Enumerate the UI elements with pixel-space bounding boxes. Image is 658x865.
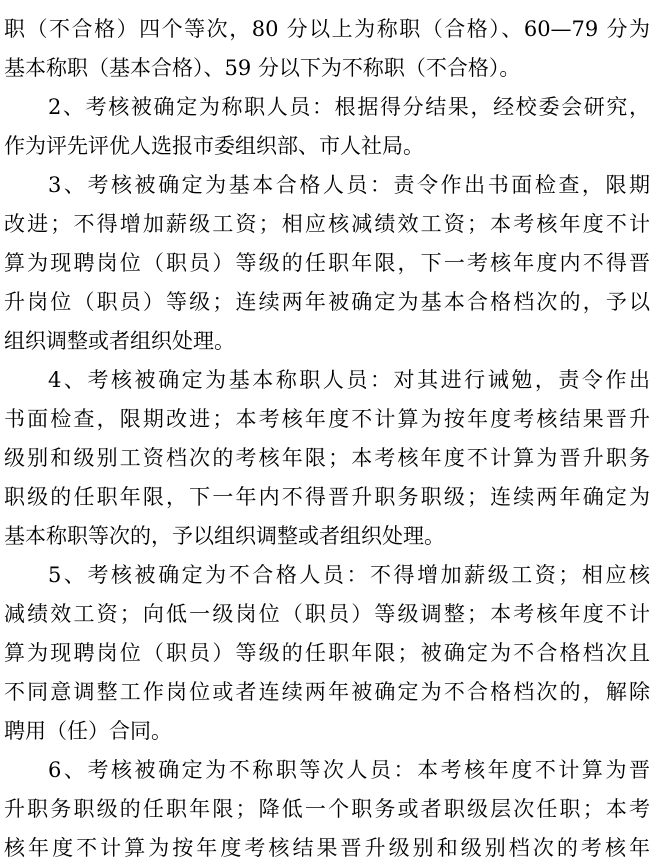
text-line-14: 基本称职等次的，予以组织调整或者组织处理。: [4, 524, 445, 548]
text-line-07: 算为现聘岗位（职员）等级的任职年限，下一考核年度内不得晋: [4, 251, 650, 275]
paragraph-6-start: 6、考核被确定为不称职等次人员：本考核年度不计算为晋: [48, 758, 650, 782]
text-line-04: 作为评先评优人选报市委组织部、市人社局。: [4, 134, 424, 158]
paragraph-3-start: 3、考核被确定为基本合格人员：责令作出书面检查，限期: [48, 173, 650, 197]
paragraph-2-start: 2、考核被确定为称职人员：根据得分结果，经校委会研究，: [48, 95, 650, 119]
text-line-13: 职级的任职年限，下一年内不得晋升职务职级；连续两年确定为: [4, 485, 650, 509]
text-line-16: 减绩效工资；向低一级岗位（职员）等级调整；本考核年度不计: [4, 602, 650, 626]
paragraph-4-start: 4、考核被确定为基本称职人员：对其进行诫勉，责令作出: [48, 368, 650, 392]
text-line-17: 算为现聘岗位（职员）等级的任职年限；被确定为不合格档次且: [4, 641, 650, 665]
text-line-18: 不同意调整工作岗位或者连续两年被确定为不合格档次的，解除: [4, 680, 650, 704]
text-line-06: 改进；不得增加薪级工资；相应核减绩效工资；本考核年度不计: [4, 212, 650, 236]
text-line-22: 核年度不计算为按年度考核结果晋升级别和级别档次的考核年: [4, 836, 650, 860]
text-line-01: 职（不合格）四个等次，80 分以上为称职（合格）、60—79 分为: [4, 17, 650, 41]
text-line-21: 升职务职级的任职年限；降低一个职务或者职级层次任职；本考: [4, 797, 650, 821]
paragraph-5-start: 5、考核被确定为不合格人员：不得增加薪级工资；相应核: [48, 563, 650, 587]
text-line-12: 级别和级别工资档次的考核年限；本考核年度不计算为晋升职务: [4, 446, 650, 470]
text-line-19: 聘用（任）合同。: [4, 719, 172, 743]
text-line-11: 书面检查，限期改进；本考核年度不计算为按年度考核结果晋升: [4, 407, 650, 431]
text-line-02: 基本称职（基本合格）、59 分以下为不称职（不合格）。: [4, 56, 521, 80]
text-line-08: 升岗位（职员）等级；连续两年被确定为基本合格档次的，予以: [4, 290, 650, 314]
text-line-09: 组织调整或者组织处理。: [4, 329, 235, 353]
